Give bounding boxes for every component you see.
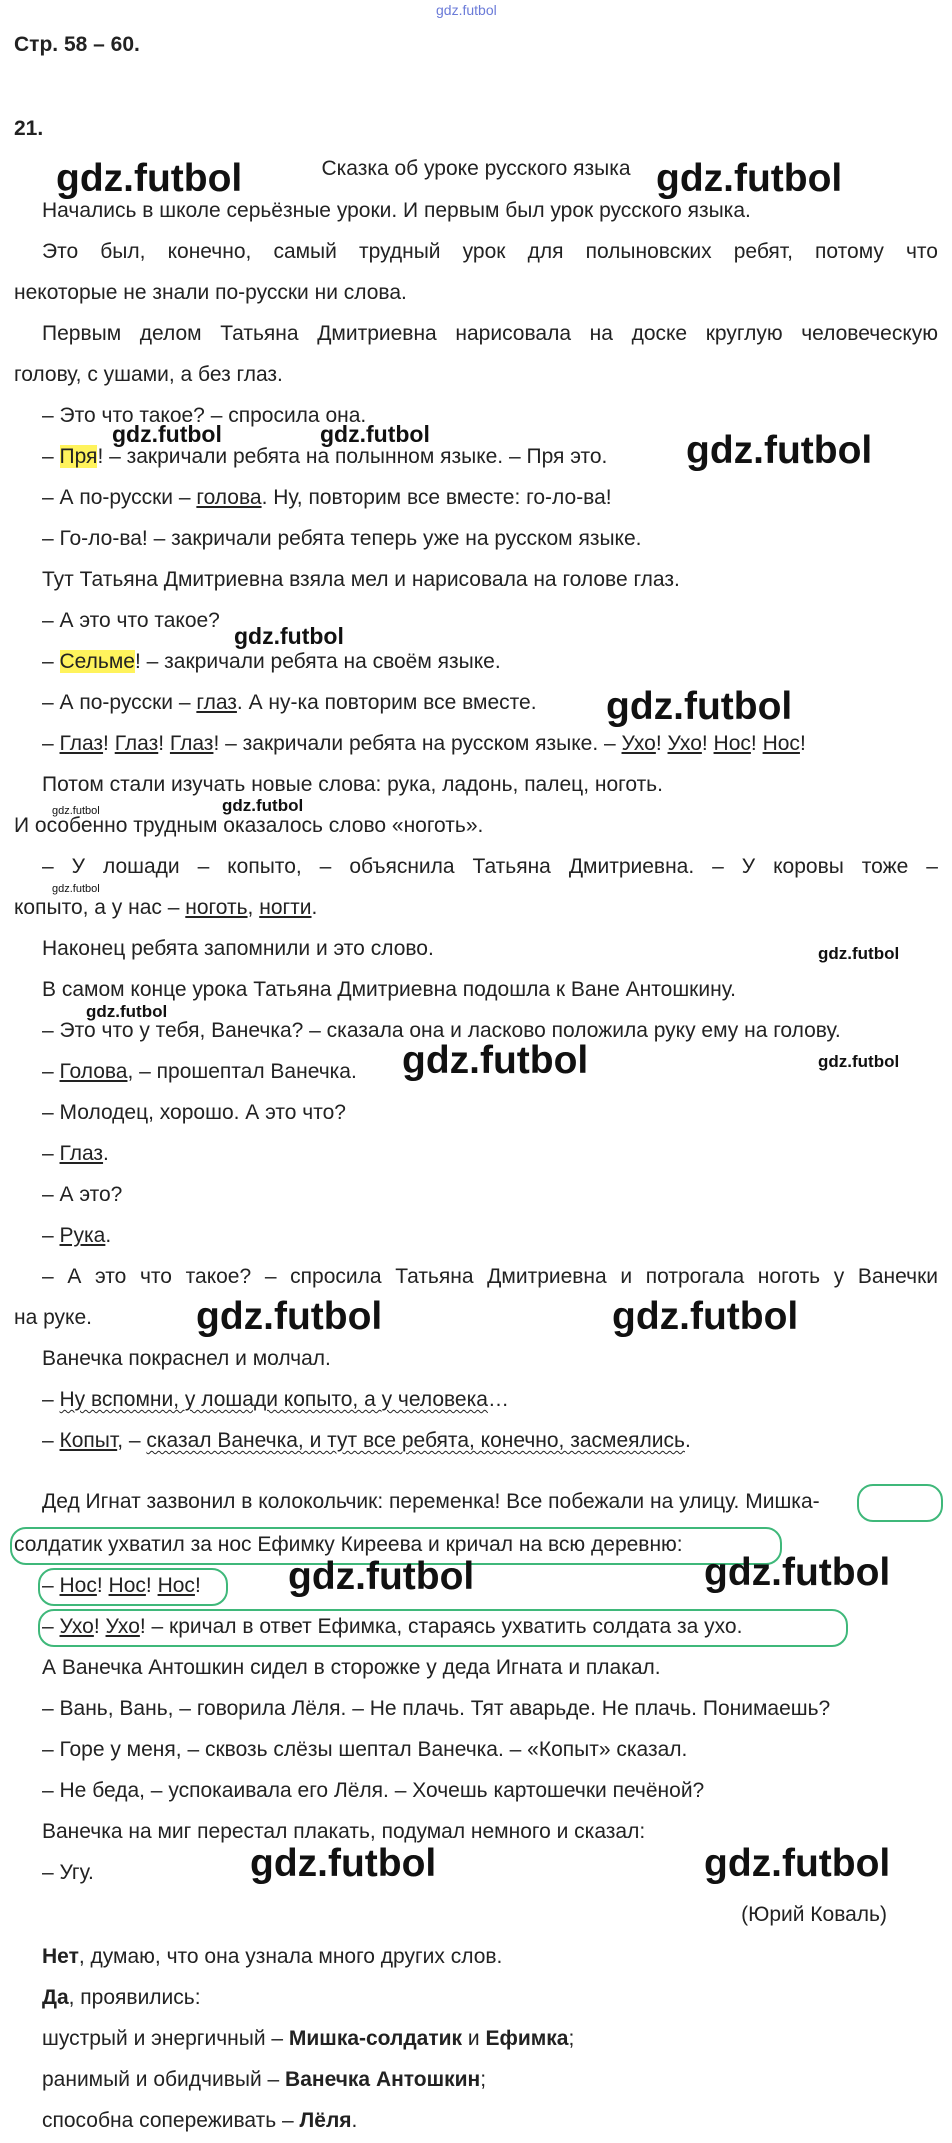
underlined-word: Нос <box>157 1574 195 1597</box>
underlined-word: ноготь <box>185 896 248 919</box>
task-number: 21. <box>14 117 44 140</box>
text-span: ! <box>158 732 170 755</box>
underlined-word: Ухо <box>667 732 702 755</box>
dialogue-line-7 <box>42 649 938 675</box>
underlined-word: Нос <box>762 732 800 755</box>
story-author: (Юрий Коваль) <box>741 1903 887 1926</box>
dialogue-line-30: – Вань, Вань, – говорила Лёля. – Не плачь. Тят аварьде. Не плачь. Понимаешь? <box>42 1697 831 1720</box>
answer-line-4 <box>42 2067 938 2093</box>
text-span: . А ну-ка повторим все вместе. <box>236 691 537 714</box>
watermark: gdz.futbol <box>402 1039 589 1082</box>
bold-text: Нет <box>42 1945 79 1968</box>
text-span: , проявились: <box>68 1986 201 2009</box>
text-span: . <box>684 1429 691 1452</box>
page-reference: Стр. 58 – 60. <box>14 33 140 56</box>
underlined-word: Ухо <box>105 1615 140 1638</box>
text-span: ! – закричали ребята на своём языке. <box>134 650 501 673</box>
watermark: gdz.futbol <box>606 685 793 728</box>
watermark-top: gdz.futbol <box>436 2 497 18</box>
bold-text: Да <box>42 1986 69 2009</box>
dialogue-line-32: – Не беда, – успокаивала его Лёля. – Хочешь картошечки печёной? <box>42 1779 705 1802</box>
text-span: ; <box>568 2027 575 2050</box>
text-span: . <box>311 896 318 919</box>
narration-line-26: солдатик ухватил за нос Ефимку Киреева и кричал на всю деревню: <box>14 1533 683 1556</box>
text-span: – <box>42 650 60 673</box>
underlined-word: Копыт <box>59 1429 118 1452</box>
text-span: копыто, а у нас – <box>14 896 186 919</box>
paragraph-1: Начались в школе серьёзные уроки. И первым был урок русского языка. <box>42 199 751 222</box>
watermark: gdz.futbol <box>52 805 100 817</box>
text-span: , – <box>117 1429 147 1452</box>
underlined-word: Глаз <box>59 1142 104 1165</box>
dialogue-line-21b: на руке. <box>14 1306 92 1329</box>
narration-line-11: И особенно трудным оказалось слово «ноготь». <box>14 814 484 837</box>
text-span: – <box>42 1574 60 1597</box>
text-span: ранимый и обидчивый – <box>42 2068 286 2091</box>
text-span: , <box>247 896 260 919</box>
dialogue-line-23 <box>42 1387 938 1413</box>
text-span: – А по-русски – <box>42 486 197 509</box>
text-span: ; <box>480 2068 487 2091</box>
dialogue-line-6: – А это что такое? <box>42 609 220 632</box>
text-span: ! – закричали ребята на полынном языке. – Пря это. <box>97 445 608 468</box>
narration-line-29: А Ванечка Антошкин сидел в сторожке у деда Игната и плакал. <box>42 1656 661 1679</box>
underlined-word: Рука <box>59 1224 106 1247</box>
dialogue-line-12a: – У лошади – копыто, – объяснила Татьяна Дмитриевна. – У коровы тоже – <box>42 855 938 878</box>
answer-line-5 <box>42 2108 938 2134</box>
text-span: . <box>351 2109 358 2132</box>
text-span: – <box>42 1429 60 1452</box>
text-span: шустрый и энергичный – <box>42 2027 289 2050</box>
text-span: способна сопереживать – <box>42 2109 300 2132</box>
dialogue-line-34: – Угу. <box>42 1861 94 1884</box>
text-span: ! <box>93 1615 106 1638</box>
underlined-word: Глаз <box>114 732 159 755</box>
text-span: и <box>462 2027 486 2050</box>
text-span: ! <box>194 1574 201 1597</box>
narration-line-14: В самом конце урока Татьяна Дмитриевна подошла к Ване Антошкину. <box>42 978 736 1001</box>
bold-text: Лёля <box>299 2109 352 2132</box>
underlined-word: глаз <box>196 691 237 714</box>
answer-line-1 <box>42 1944 938 1970</box>
bold-text: Мишка-солдатик <box>288 2027 463 2050</box>
underlined-word: Нос <box>108 1574 146 1597</box>
text-span: , думаю, что она узнала много других слов. <box>78 1945 503 1968</box>
text-span: – <box>42 1142 60 1165</box>
paragraph-2a: Это был, конечно, самый трудный урок для полыновских ребят, потому что <box>42 240 938 263</box>
highlighted-word: Сельме <box>59 650 135 673</box>
dialogue-line-19: – А это? <box>42 1183 123 1206</box>
text-span: ! <box>701 732 714 755</box>
dialogue-line-15: – Это что у тебя, Ванечка? – сказала она и ласково положила руку ему на голову. <box>42 1019 841 1042</box>
underlined-word: Нос <box>713 732 751 755</box>
paragraph-3a: Первым делом Татьяна Дмитриевна нарисовала на доске круглую человеческую <box>42 322 938 345</box>
dialogue-line-9 <box>42 731 938 757</box>
text-span: … <box>487 1388 509 1411</box>
text-span: – <box>42 1615 60 1638</box>
bold-text: Ефимка <box>485 2027 569 2050</box>
paragraph-3b: голову, с ушами, а без глаз. <box>14 363 283 386</box>
dialogue-line-8 <box>42 690 938 716</box>
dialogue-line-24 <box>42 1428 938 1454</box>
text-span: ! <box>96 1574 109 1597</box>
narration-line-25: Дед Игнат зазвонил в колокольчик: переменка! Все побежали на улицу. Мишка- <box>42 1490 820 1513</box>
narration-line-10: Потом стали изучать новые слова: рука, ладонь, палец, ноготь. <box>42 773 663 796</box>
text-span: ! <box>103 732 115 755</box>
text-span: ! <box>750 732 763 755</box>
text-span: – <box>42 1388 60 1411</box>
watermark: gdz.futbol <box>52 883 100 895</box>
highlighted-word: Пря <box>59 445 98 468</box>
text-span: . <box>103 1142 109 1165</box>
underlined-word: Глаз <box>169 732 214 755</box>
text-span: . <box>105 1224 112 1247</box>
watermark: gdz.futbol <box>656 157 843 200</box>
watermark: gdz.futbol <box>222 796 304 815</box>
text-span: – <box>42 732 60 755</box>
underlined-word: Ухо <box>621 732 656 755</box>
dialogue-line-17: – Молодец, хорошо. А это что? <box>42 1101 346 1124</box>
text-span: ! <box>655 732 668 755</box>
underlined-word: ногти <box>259 896 312 919</box>
dialogue-line-21a: – А это что такое? – спросила Татьяна Дмитриевна и потрогала ноготь у Ванечки <box>42 1265 938 1288</box>
watermark: gdz.futbol <box>818 944 900 963</box>
watermark: gdz.futbol <box>704 1842 891 1885</box>
underlined-word: Голова <box>59 1060 128 1083</box>
watermark: gdz.futbol <box>288 1555 475 1598</box>
narration-line-33: Ванечка на миг перестал плакать, подумал немного и сказал: <box>42 1820 646 1843</box>
watermark: gdz.futbol <box>56 157 243 200</box>
wavy-underlined-text: сказал Ванечка, и тут все ребята, конечно, засмеялись <box>146 1429 685 1452</box>
paragraph-2b: некоторые не знали по-русски ни слова. <box>14 281 407 304</box>
underlined-word: Нос <box>59 1574 97 1597</box>
text-span: – А по-русски – <box>42 691 197 714</box>
narration-line-22: Ванечка покраснел и молчал. <box>42 1347 331 1370</box>
watermark: gdz.futbol <box>612 1295 799 1338</box>
text-span: ! <box>145 1574 158 1597</box>
watermark: gdz.futbol <box>196 1295 383 1338</box>
text-span: ! – закричали ребята на русском языке. – <box>213 732 622 755</box>
dialogue-line-20 <box>42 1223 938 1249</box>
answer-line-3 <box>42 2026 938 2052</box>
text-span: – <box>42 1224 60 1247</box>
dialogue-line-31: – Горе у меня, – сквозь слёзы шептал Ванечка. – «Копыт» сказал. <box>42 1738 688 1761</box>
watermark: gdz.futbol <box>704 1551 891 1594</box>
text-span: ! – кричал в ответ Ефимка, стараясь ухватить солдата за ухо. <box>139 1615 743 1638</box>
narration-line-5: Тут Татьяна Дмитриевна взяла мел и нарисовала на голове глаз. <box>42 568 680 591</box>
dialogue-line-18 <box>42 1141 938 1167</box>
dialogue-line-28 <box>42 1614 938 1640</box>
underlined-word: Глаз <box>59 732 104 755</box>
dialogue-line-1: – Это что такое? – спросила она. <box>42 404 367 427</box>
answer-line-2 <box>42 1985 938 2011</box>
underlined-word: голова <box>196 486 262 509</box>
dialogue-line-3 <box>42 485 938 511</box>
story-title: Сказка об уроке русского языка <box>321 157 631 180</box>
text-span: , – прошептал Ванечка. <box>127 1060 357 1083</box>
watermark: gdz.futbol <box>320 421 430 447</box>
dialogue-line-12b <box>14 895 938 921</box>
text-span: – <box>42 445 60 468</box>
text-span: ! <box>799 732 806 755</box>
watermark: gdz.futbol <box>250 1842 437 1885</box>
underlined-word: Ухо <box>59 1615 94 1638</box>
text-span: . Ну, повторим все вместе: го-ло-ва! <box>261 486 612 509</box>
watermark: gdz.futbol <box>112 421 222 447</box>
watermark: gdz.futbol <box>686 429 873 472</box>
watermark: gdz.futbol <box>86 1002 168 1021</box>
wavy-underlined-text: Ну вспомни, у лошади копыто, а у человека <box>59 1388 488 1411</box>
watermark: gdz.futbol <box>818 1052 900 1071</box>
text-span: – <box>42 1060 60 1083</box>
bold-text: Ванечка Антошкин <box>285 2068 481 2091</box>
narration-line-13: Наконец ребята запомнили и это слово. <box>42 937 434 960</box>
dialogue-line-4: – Го-ло-ва! – закричали ребята теперь уже на русском языке. <box>42 527 642 550</box>
watermark: gdz.futbol <box>234 623 344 649</box>
